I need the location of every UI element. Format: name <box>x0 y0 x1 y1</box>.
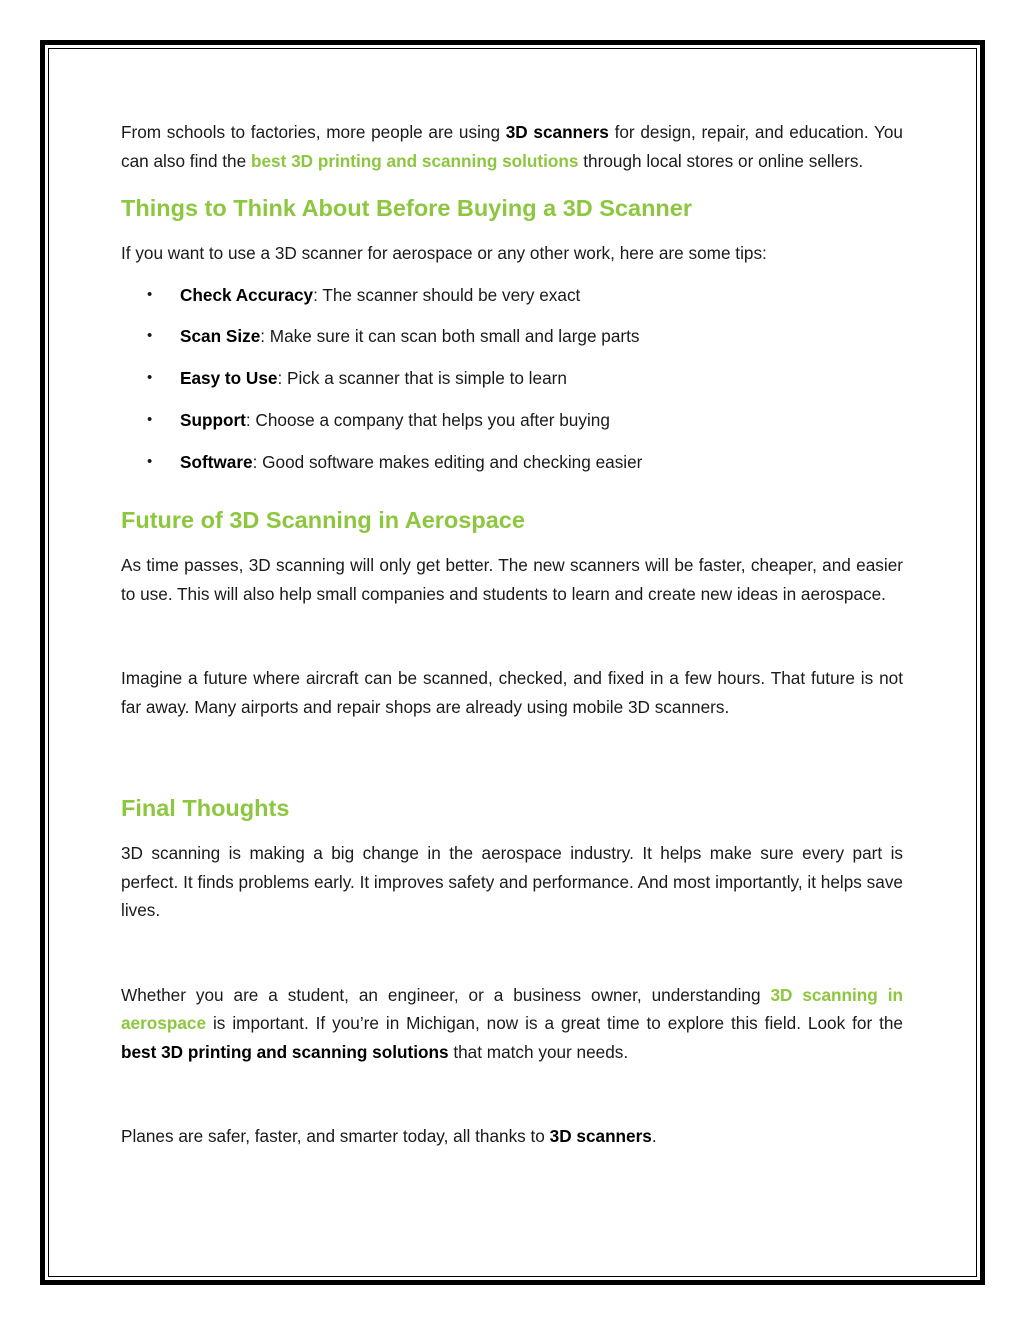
heading-things-to-think: Things to Think About Before Buying a 3D Scanner <box>121 195 692 221</box>
link-best-3d-printing[interactable]: best 3D printing and scanning solutions <box>250 150 579 171</box>
list-item: • Software: Good software makes editing and checking easier <box>121 448 903 490</box>
list-item: • Easy to Use: Pick a scanner that is simple to learn <box>121 364 903 406</box>
future-paragraph-1: As time passes, 3D scanning will only get better. The new scanners will be faster, cheaper, and easier to use. This will also help small companies and students to learn and create new ideas in aerospace. <box>121 555 903 604</box>
final-paragraph-3: Planes are safer, faster, and smarter today, all thanks to 3D scanners. <box>121 1126 657 1147</box>
list-item: • Support: Choose a company that helps you after buying <box>121 406 903 448</box>
link-3d-scanning-aerospace[interactable]: 3D scanning in aerospace <box>121 984 903 1034</box>
list-item: • Scan Size: Make sure it can scan both small and large parts <box>121 322 903 364</box>
document-body <box>121 118 903 1151</box>
tips-list <box>121 281 903 490</box>
heading-future: Future of 3D Scanning in Aerospace <box>121 507 525 534</box>
final-paragraph-2: Whether you are a student, an engineer, or a business owner, understanding 3D scanning in aerospace is important. If you’re in Michigan, now is a great time to explore this field. Look for the best 3D printing and scanning solutions that match your needs. <box>121 984 903 1062</box>
future-paragraph-2: Imagine a future where aircraft can be scanned, checked, and fixed in a few hours. That future is not far away. Many airports and repair shops are already using mobile 3D scanners. <box>121 668 903 717</box>
final-paragraph-1: 3D scanning is making a big change in the aerospace industry. It helps make sure every part is perfect. It finds problems early. It improves safety and performance. And most importantly, it helps save lives. <box>121 843 903 921</box>
bold-3d-scanners-closing: 3D scanners <box>549 1126 652 1147</box>
list-item: • Check Accuracy: The scanner should be very exact <box>121 281 903 323</box>
tips-intro-paragraph: If you want to use a 3D scanner for aerospace or any other work, here are some tips: <box>121 243 767 263</box>
bold-3d-scanners: 3D scanners <box>505 122 609 142</box>
heading-final-thoughts: Final Thoughts <box>121 795 290 822</box>
intro-paragraph: From schools to factories, more people are using 3D scanners for design, repair, and education. You can also find the best 3D printing and scanning solutions through local stores or online sellers. <box>121 122 903 171</box>
bold-best-3d-printing: best 3D printing and scanning solutions <box>121 1041 449 1062</box>
